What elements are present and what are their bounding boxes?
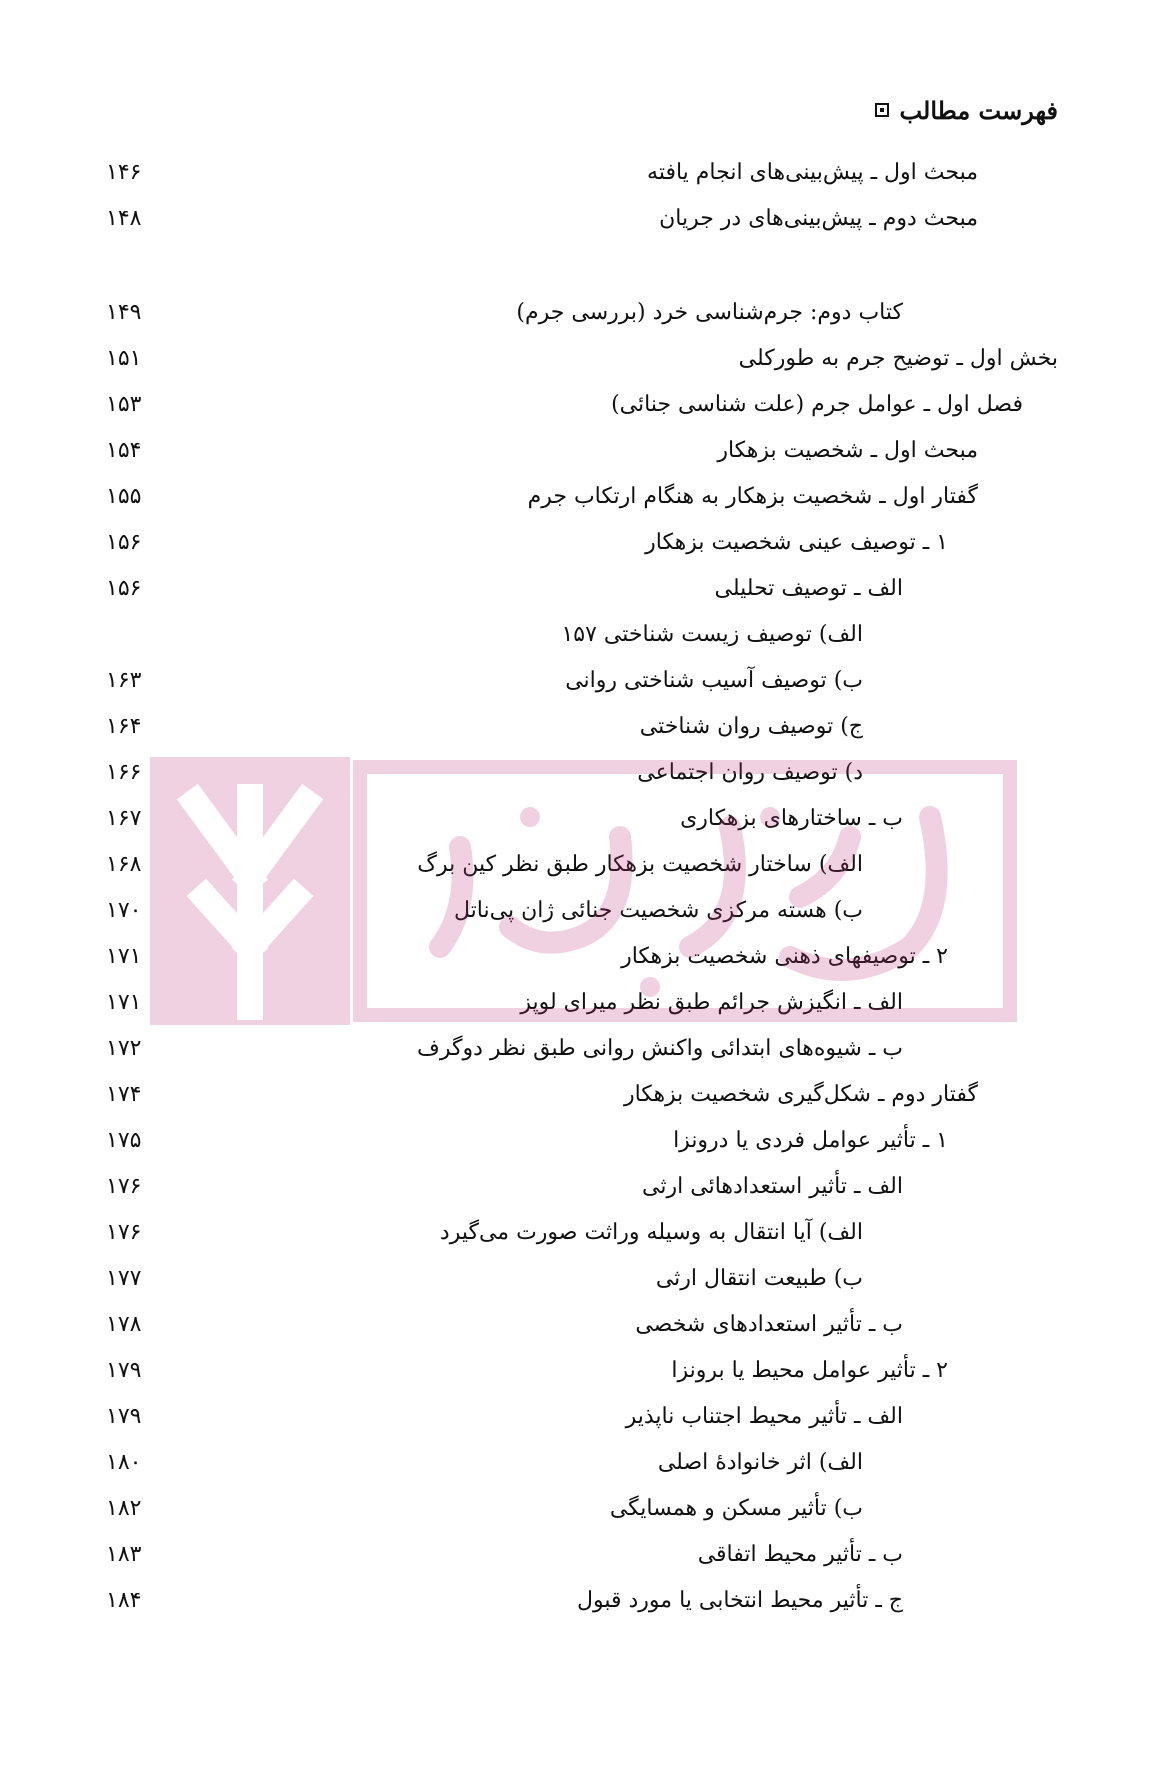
toc-entry [0, 658, 1163, 704]
toc-entry [0, 520, 1163, 566]
toc-entry [0, 382, 1163, 428]
toc-entry-title: ب ـ تأثیر استعدادهای شخصی [635, 1312, 903, 1337]
toc-entry [0, 428, 1163, 474]
toc-entry-page-number: ۱۷۴ [106, 1082, 142, 1107]
toc-entry-title: الف ـ تأثیر محیط اجتناب ناپذیر [625, 1404, 903, 1429]
toc-entry [0, 1164, 1163, 1210]
toc-entry-title: ب) هسته مرکزی شخصیت جنائی ژان پی‌ناتل [454, 898, 863, 923]
toc-entry-page-number: ۱۷۱ [106, 944, 142, 969]
toc-entry-title: مبحث دوم ـ پیش‌بینی‌های در جریان [659, 206, 978, 231]
toc-entry-page-number: ۱۵۶ [106, 576, 142, 601]
toc-entry-title: مبحث اول ـ شخصیت بزهکار [717, 438, 978, 463]
toc-entry-title: گفتار دوم ـ شکل‌گیری شخصیت بزهکار [623, 1082, 978, 1107]
toc-entry-title: ب ـ شیوه‌های ابتدائی واکنش روانی طبق نظر دوگرف [417, 1036, 903, 1061]
toc-title: فهرست مطالب [899, 95, 1058, 125]
toc-entry-title: ۲ ـ تأثیر عوامل محیط یا برونزا [671, 1358, 948, 1383]
toc-entry-title: گفتار اول ـ شخصیت بزهکار به هنگام ارتکاب جرم [527, 484, 978, 509]
toc-spacer [0, 242, 1163, 290]
toc-entry-page-number: ۱۶۳ [106, 668, 142, 693]
toc-entry-title: ب) تأثیر مسکن و همسایگی [609, 1496, 863, 1521]
toc-entry [0, 888, 1163, 934]
toc-entry [0, 934, 1163, 980]
toc-entry [0, 1532, 1163, 1578]
toc-entry-title: الف) اثر خانوادهٔ اصلی [657, 1450, 863, 1475]
toc-entry [0, 474, 1163, 520]
toc-entry-title: ب) توصیف آسیب شناختی روانی [565, 668, 863, 693]
table-of-contents [0, 150, 1163, 1624]
toc-entry-title: ج) توصیف روان شناختی [639, 714, 863, 739]
toc-entry-title: ۱ ـ توصیف عینی شخصیت بزهکار [645, 530, 948, 555]
toc-entry-page-number: ۱۷۲ [106, 1036, 142, 1061]
toc-entry-page-number: ۱۸۰ [106, 1450, 142, 1475]
toc-entry-title: مبحث اول ـ پیش‌بینی‌های انجام یافته [647, 160, 978, 185]
toc-entry-title: الف) توصیف زیست شناختی ۱۵۷ [561, 622, 863, 647]
toc-entry [0, 1118, 1163, 1164]
toc-entry-title: ۲ ـ توصیفهای ذهنی شخصیت بزهکار [621, 944, 948, 969]
toc-entry [0, 980, 1163, 1026]
toc-entry-page-number: ۱۷۰ [106, 898, 142, 923]
toc-entry-page-number: ۱۶۶ [106, 760, 142, 785]
toc-entry [0, 704, 1163, 750]
toc-entry-page-number: ۱۶۸ [106, 852, 142, 877]
square-bullet-icon [875, 103, 889, 117]
toc-entry-page-number: ۱۸۲ [106, 1496, 142, 1521]
toc-entry-title: کتاب دوم: جرم‌شناسی خرد (بررسی جرم) [516, 300, 903, 325]
toc-entry-page-number: ۱۶۴ [106, 714, 142, 739]
toc-entry-title: بخش اول ـ توضیح جرم به طورکلی [738, 346, 1058, 371]
toc-entry [0, 196, 1163, 242]
toc-entry [0, 336, 1163, 382]
toc-entry-page-number: ۱۷۶ [106, 1220, 142, 1245]
toc-entry [0, 1072, 1163, 1118]
toc-entry [0, 566, 1163, 612]
toc-entry-title: الف ـ تأثیر استعدادهائی ارثی [642, 1174, 903, 1199]
toc-entry-title: الف ـ توصیف تحلیلی [714, 576, 903, 601]
toc-entry-title: ب) طبیعت انتقال ارثی [655, 1266, 863, 1291]
toc-entry [0, 1348, 1163, 1394]
toc-entry-page-number: ۱۵۵ [106, 484, 142, 509]
toc-entry-title: الف) آیا انتقال به وسیله وراثت صورت می‌گیرد [439, 1220, 863, 1245]
toc-entry [0, 290, 1163, 336]
toc-entry [0, 1210, 1163, 1256]
toc-entry-page-number: ۱۵۶ [106, 530, 142, 555]
toc-entry-page-number: ۱۷۶ [106, 1174, 142, 1199]
toc-entry-page-number: ۱۶۷ [106, 806, 142, 831]
toc-entry-title: ج ـ تأثیر محیط انتخابی یا مورد قبول [577, 1588, 903, 1613]
toc-entry-page-number: ۱۷۹ [106, 1404, 142, 1429]
toc-entry [0, 1026, 1163, 1072]
toc-entry-page-number: ۱۴۶ [106, 160, 142, 185]
toc-entry-page-number: ۱۷۸ [106, 1312, 142, 1337]
toc-entry-title: الف ـ انگیزش جرائم طبق نظر میرای لوپز [520, 990, 903, 1015]
toc-entry-page-number: ۱۸۴ [106, 1588, 142, 1613]
toc-entry-page-number: ۱۸۳ [106, 1542, 142, 1567]
toc-entry [0, 1486, 1163, 1532]
toc-entry-title: د) توصیف روان اجتماعی [637, 760, 863, 785]
toc-entry [0, 1394, 1163, 1440]
toc-header [875, 92, 1058, 128]
toc-entry-title: ۱ ـ تأثیر عوامل فردی یا درونزا [673, 1128, 948, 1153]
toc-entry-page-number: ۱۷۷ [106, 1266, 142, 1291]
toc-entry-title: ب ـ ساختارهای بزهکاری [680, 806, 903, 831]
toc-entry-page-number: ۱۷۱ [106, 990, 142, 1015]
toc-entry [0, 150, 1163, 196]
toc-entry [0, 1302, 1163, 1348]
toc-entry-page-number: ۱۵۴ [106, 438, 142, 463]
toc-entry [0, 1578, 1163, 1624]
toc-entry-title: ب ـ تأثیر محیط اتفاقی [697, 1542, 903, 1567]
toc-entry [0, 612, 1163, 658]
toc-entry [0, 796, 1163, 842]
toc-entry [0, 750, 1163, 796]
toc-entry-page-number: ۱۷۹ [106, 1358, 142, 1383]
toc-entry-title: الف) ساختار شخصیت بزهکار طبق نظر کین برگ [417, 852, 863, 877]
toc-entry-page-number: ۱۴۹ [106, 300, 142, 325]
toc-entry-page-number: ۱۵۱ [106, 346, 142, 371]
toc-entry-page-number: ۱۷۵ [106, 1128, 142, 1153]
toc-entry-page-number [106, 612, 156, 658]
toc-entry [0, 842, 1163, 888]
toc-entry-title: فصل اول ـ عوامل جرم (علت شناسی جنائی) [611, 392, 1023, 417]
toc-entry [0, 1256, 1163, 1302]
toc-entry-page-number: ۱۵۳ [106, 392, 142, 417]
toc-entry-page-number: ۱۴۸ [106, 206, 142, 231]
toc-entry [0, 1440, 1163, 1486]
